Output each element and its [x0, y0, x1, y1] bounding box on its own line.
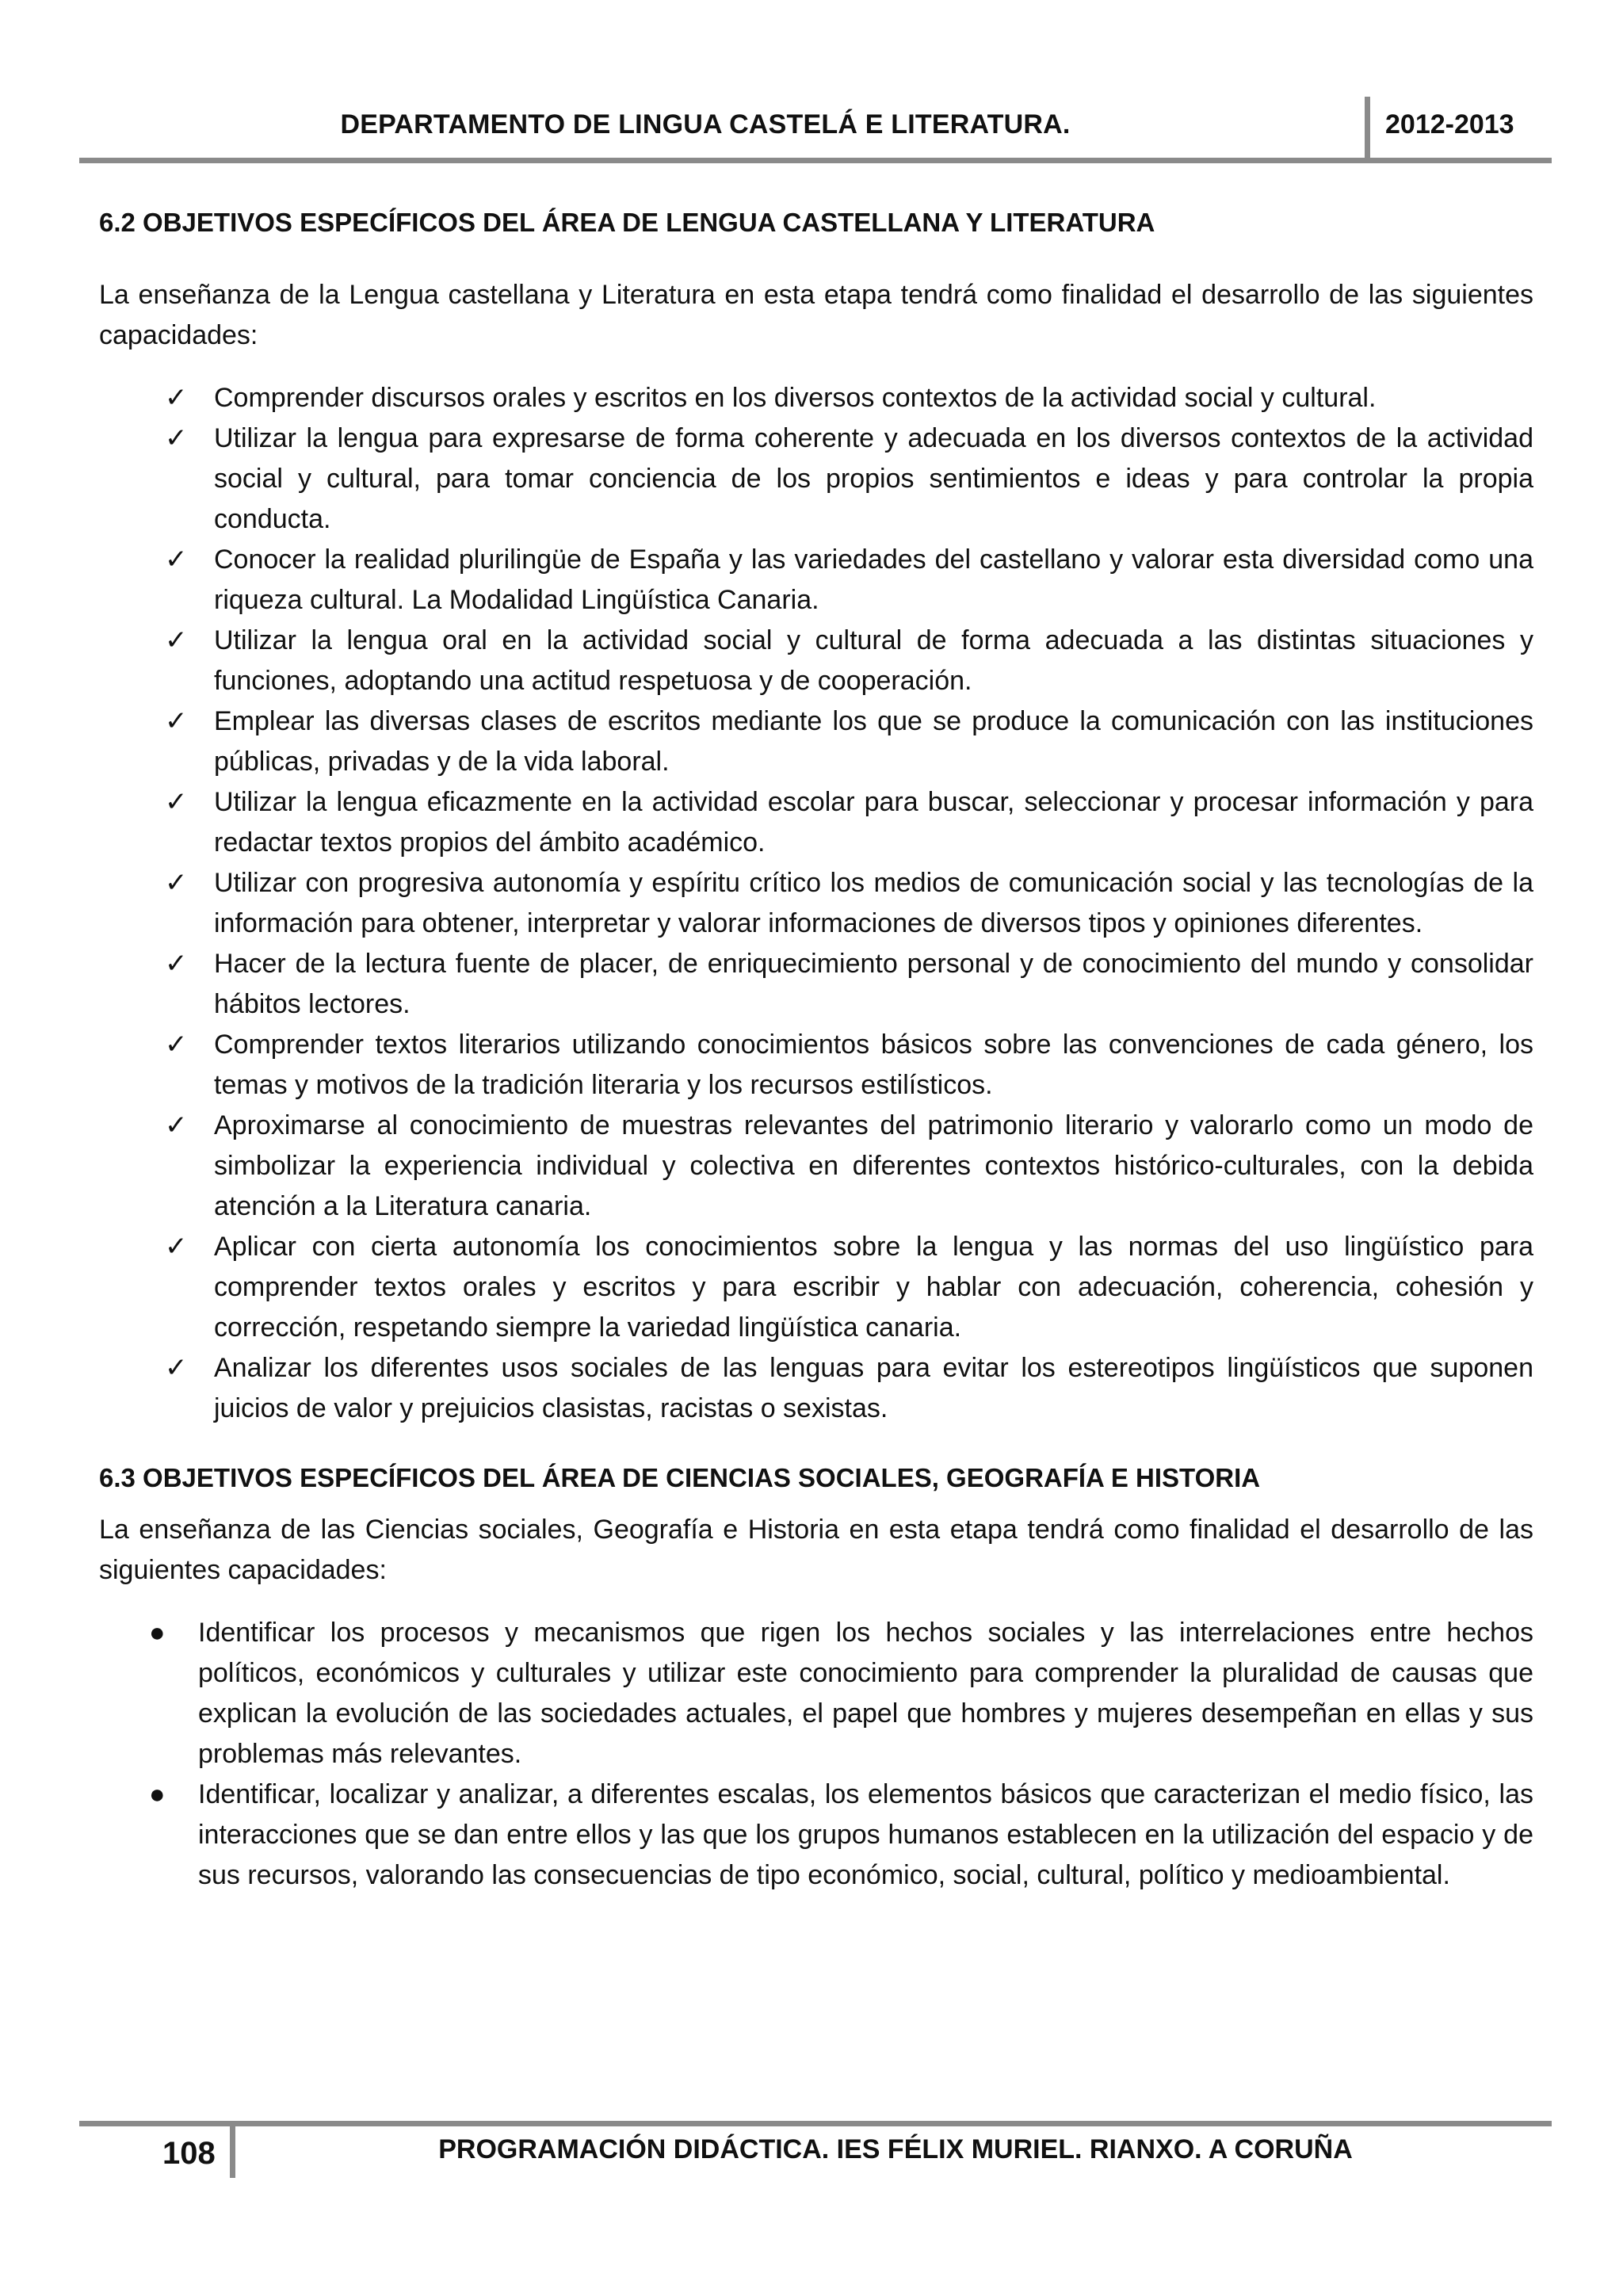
list-item: ✓ Comprender textos literarios utilizando conocimientos básicos sobre las convenciones de cada género, los temas y motivos de la tradición literaria y los recursos estilísticos.	[214, 1025, 1533, 1106]
check-icon: ✓	[165, 1353, 188, 1383]
list-item: ● Identificar los procesos y mecanismos que rigen los hechos sociales y las interrelaciones entre hechos políticos, económicos y culturales y utilizar este conocimiento para comprender la pluralidad de causas que explican la evolución de las sociedades actuales, el papel que hombres y mujeres desempeñan en ellas y sus problemas más relevantes.	[198, 1613, 1533, 1775]
page-number: 108	[162, 2136, 216, 2171]
check-icon: ✓	[165, 706, 188, 736]
bullet-icon: ●	[149, 1618, 166, 1648]
check-icon: ✓	[165, 383, 188, 413]
list-item: ✓ Utilizar con progresiva autonomía y espíritu crítico los medios de comunicación social y las tecnologías de la información para obtener, interpretar y valorar informaciones de diversos tipos y opiniones diferentes.	[214, 863, 1533, 944]
check-icon: ✓	[165, 1232, 188, 1262]
section-6-3-list	[149, 1613, 1533, 1896]
section-6-3-heading: 6.3 OBJETIVOS ESPECÍFICOS DEL ÁREA DE CIENCIAS SOCIALES, GEOGRAFÍA E HISTORIA	[99, 1463, 1261, 1492]
check-icon: ✓	[165, 625, 188, 655]
list-item: ● Identificar, localizar y analizar, a diferentes escalas, los elementos básicos que caracterizan el medio físico, las interacciones que se dan entre ellos y las que los grupos humanos establecen en la utilización del espacio y de sus recursos, valorando las consecuencias de tipo económico, social, cultural, político y medioambiental.	[198, 1775, 1533, 1896]
page-content	[99, 202, 1533, 1896]
section-6-3-intro: La enseñanza de las Ciencias sociales, Geografía e Historia en esta etapa tendrá como finalidad el desarrollo de las siguientes capacidades:	[99, 1515, 1533, 1585]
list-item: ✓ Utilizar la lengua para expresarse de forma coherente y adecuada en los diversos contextos de la actividad social y cultural, para tomar conciencia de los propios sentimientos e ideas y para controlar la propia conducta.	[214, 418, 1533, 540]
list-item: ✓ Aproximarse al conocimiento de muestras relevantes del patrimonio literario y valorarlo como un modo de simbolizar la experiencia individual y colectiva en diferentes contextos histórico-culturales, con la debida atención a la Literatura canaria.	[214, 1106, 1533, 1227]
check-icon: ✓	[165, 868, 188, 898]
list-item: ✓ Comprender discursos orales y escritos en los diversos contextos de la actividad social y cultural.	[214, 378, 1533, 418]
header-rule	[79, 158, 1552, 163]
list-item: ✓ Emplear las diversas clases de escritos mediante los que se produce la comunicación con las instituciones públicas, privadas y de la vida laboral.	[214, 701, 1533, 782]
footer-divider	[230, 2121, 235, 2178]
check-icon: ✓	[165, 949, 188, 979]
list-item: ✓ Analizar los diferentes usos sociales de las lenguas para evitar los estereotipos lingüísticos que suponen juicios de valor y prejuicios clasistas, racistas o sexistas.	[214, 1348, 1533, 1429]
check-icon: ✓	[165, 1030, 188, 1060]
list-item: ✓ Aplicar con cierta autonomía los conocimientos sobre la lengua y las normas del uso lingüístico para comprender textos orales y escritos y para escribir y hablar con adecuación, coherencia, cohesión y corrección, respetando siempre la variedad lingüística canaria.	[214, 1227, 1533, 1348]
list-item: ✓ Utilizar la lengua oral en la actividad social y cultural de forma adecuada a las distintas situaciones y funciones, adoptando una actitud respetuosa y de cooperación.	[214, 621, 1533, 701]
check-icon: ✓	[165, 423, 188, 453]
check-icon: ✓	[165, 544, 188, 575]
section-6-2-list	[165, 378, 1533, 1429]
check-icon: ✓	[165, 1110, 188, 1140]
footer-title: PROGRAMACIÓN DIDÁCTICA. IES FÉLIX MURIEL. RIANXO. A CORUÑA	[438, 2134, 1353, 2164]
header-year: 2012-2013	[1385, 109, 1514, 139]
list-item: ✓ Hacer de la lectura fuente de placer, de enriquecimiento personal y de conocimiento del mundo y consolidar hábitos lectores.	[214, 944, 1533, 1025]
header-divider	[1365, 97, 1370, 163]
section-6-2-intro: La enseñanza de la Lengua castellana y Literatura en esta etapa tendrá como finalidad el desarrollo de las siguientes capacidades:	[99, 280, 1533, 350]
section-6-2-heading: 6.2 OBJETIVOS ESPECÍFICOS DEL ÁREA DE LENGUA CASTELLANA Y LITERATURA	[99, 208, 1155, 237]
bullet-icon: ●	[149, 1779, 166, 1809]
check-icon: ✓	[165, 787, 188, 817]
header-title: DEPARTAMENTO DE LINGUA CASTELÁ E LITERATURA.	[340, 109, 1071, 139]
list-item: ✓ Conocer la realidad plurilingüe de España y las variedades del castellano y valorar esta diversidad como una riqueza cultural. La Modalidad Lingüística Canaria.	[214, 540, 1533, 621]
list-item: ✓ Utilizar la lengua eficazmente en la actividad escolar para buscar, seleccionar y procesar información y para redactar textos propios del ámbito académico.	[214, 782, 1533, 863]
footer-rule	[79, 2121, 1552, 2126]
